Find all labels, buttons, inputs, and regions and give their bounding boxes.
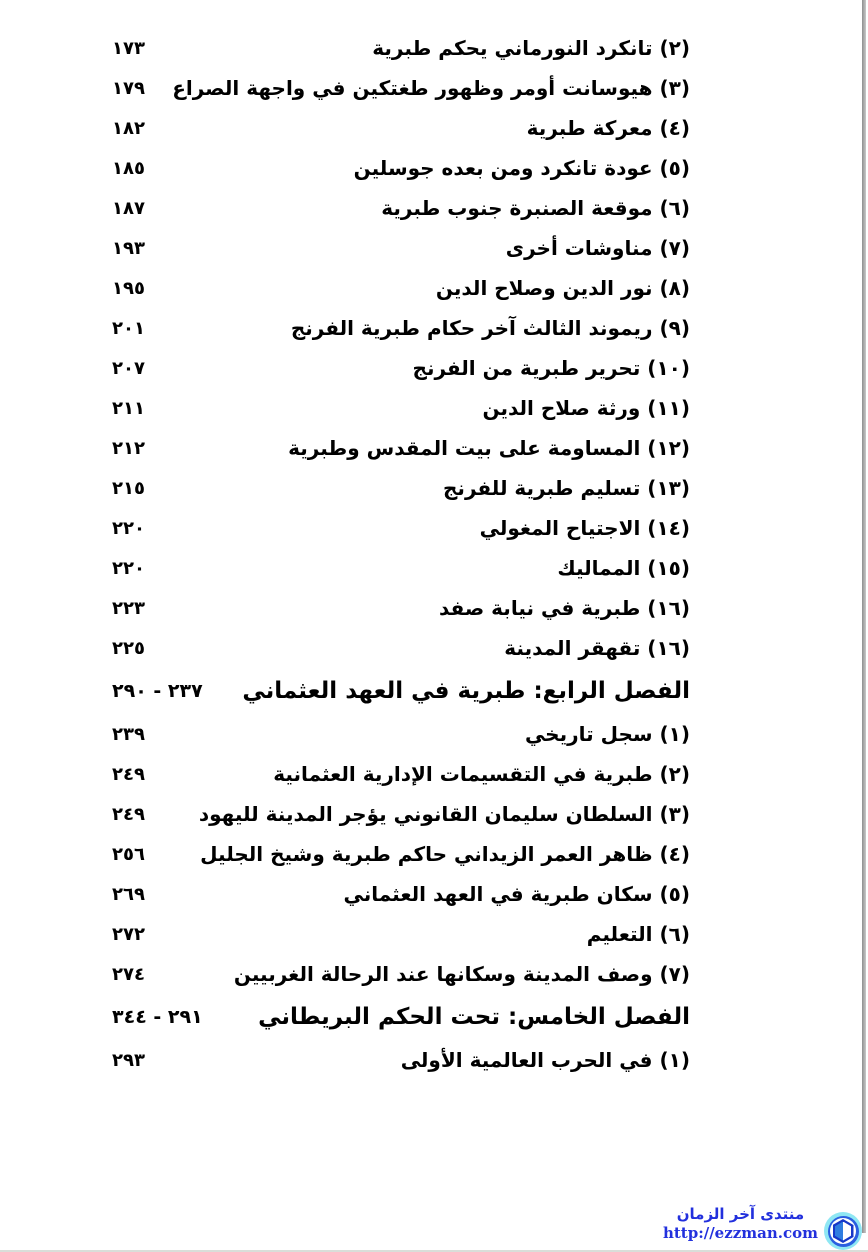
toc-entry-page-number: ٢٢٠ <box>112 517 145 539</box>
forum-logo-icon <box>824 1212 862 1250</box>
toc-entry-page-number: ١٧٩ <box>112 77 145 99</box>
toc-row <box>112 1040 690 1080</box>
toc-entry-title: (٤) ظاهر العمر الزيداني حاكم طبرية وشيخ الجليل <box>200 842 690 866</box>
toc-entry-page-number: ٢٣٧ - ٢٩٠ <box>112 680 203 702</box>
toc-entry-page-number: ٢٢٠ <box>112 557 145 579</box>
toc-entry-title: (١٦) طبرية في نيابة صفد <box>438 596 690 620</box>
logo-white-ring <box>830 1218 856 1244</box>
toc-entry-page-number: ٢٠١ <box>112 317 145 339</box>
toc-entry-title: (٣) السلطان سليمان القانوني يؤجر المدينة لليهود <box>198 802 690 826</box>
toc-entry-title: (٣) هيوسانت أومر وظهور طغتكين في واجهة الصراع <box>172 76 690 100</box>
toc-entry-page-number: ٢١٥ <box>112 477 145 499</box>
toc-entry-page-number: ١٨٥ <box>112 157 145 179</box>
toc-entry-page-number: ١٩٥ <box>112 277 145 299</box>
toc-entry-title: (٢) طبرية في التقسيمات الإدارية العثمانية <box>273 762 690 786</box>
toc-entry-title: (٧) وصف المدينة وسكانها عند الرحالة الغربيين <box>233 962 690 986</box>
scan-edge-line <box>862 0 866 1233</box>
toc-entry-title: (١٠) تحرير طبرية من الفرنج <box>412 356 690 380</box>
logo-hexagon-icon <box>833 1219 854 1243</box>
toc-entry-page-number: ٢٩٣ <box>112 1049 145 1071</box>
toc-entry-title: (١٣) تسليم طبرية للفرنج <box>443 476 690 500</box>
toc-entry-page-number: ٢١٢ <box>112 437 145 459</box>
toc-row <box>112 188 690 228</box>
toc-entry-title: (٦) التعليم <box>586 922 690 946</box>
toc-entry-page-number: ٢٥٦ <box>112 843 145 865</box>
toc-entry-title: (١) سجل تاريخي <box>524 722 690 746</box>
toc-entry-title: (٥) سكان طبرية في العهد العثماني <box>343 882 690 906</box>
toc-row <box>112 268 690 308</box>
toc-entry-page-number: ٢٣٩ <box>112 723 145 745</box>
toc-entry-page-number: ٢٧٢ <box>112 923 145 945</box>
toc-row <box>112 468 690 508</box>
forum-name: منتدى آخر الزمان <box>676 1205 805 1223</box>
toc-entry-title: (١٥) المماليك <box>557 556 690 580</box>
logo-hexagon-fill <box>835 1222 851 1241</box>
toc-row <box>112 148 690 188</box>
toc-row <box>112 228 690 268</box>
toc-row <box>112 628 690 668</box>
toc-entry-title: (١) في الحرب العالمية الأولى <box>400 1048 690 1072</box>
logo-inner-ring <box>828 1216 859 1247</box>
toc-entry-title: (٦) موقعة الصنبرة جنوب طبرية <box>381 196 690 220</box>
toc-row <box>112 308 690 348</box>
watermark <box>663 1205 818 1242</box>
toc-row <box>112 954 690 994</box>
toc-row <box>112 508 690 548</box>
toc-row <box>112 914 690 954</box>
toc-row <box>112 388 690 428</box>
toc-entry-title: (٧) مناوشات أخرى <box>505 236 690 260</box>
toc-entry-title: (١٢) المساومة على بيت المقدس وطبرية <box>288 436 690 460</box>
toc-entry-page-number: ٢٧٤ <box>112 963 145 985</box>
toc-entry-page-number: ٢٠٧ <box>112 357 145 379</box>
toc-entry-title: (١٤) الاجتياح المغولي <box>479 516 690 540</box>
toc-row <box>112 794 690 834</box>
toc-row <box>112 28 690 68</box>
table-of-contents <box>112 28 690 1080</box>
toc-row <box>112 714 690 754</box>
toc-row <box>112 588 690 628</box>
toc-entry-page-number: ٢٤٩ <box>112 803 145 825</box>
toc-entry-title: الفصل الخامس: تحت الحكم البريطاني <box>258 1004 690 1030</box>
toc-entry-page-number: ٢٦٩ <box>112 883 145 905</box>
toc-entry-title: (٢) تانكرد النورماني يحكم طبرية <box>372 36 690 60</box>
toc-entry-page-number: ٢٢٥ <box>112 637 145 659</box>
toc-row <box>112 108 690 148</box>
toc-entry-page-number: ٢٤٩ <box>112 763 145 785</box>
toc-row <box>112 428 690 468</box>
toc-row <box>112 348 690 388</box>
toc-row <box>112 994 690 1040</box>
toc-entry-title: (٤) معركة طبرية <box>526 116 690 140</box>
toc-entry-page-number: ١٨٧ <box>112 197 145 219</box>
toc-entry-page-number: ١٨٢ <box>112 117 145 139</box>
toc-entry-title: (٨) نور الدين وصلاح الدين <box>435 276 690 300</box>
toc-entry-title: (٥) عودة تانكرد ومن بعده جوسلين <box>353 156 690 180</box>
forum-url: http://ezzman.com <box>662 1224 818 1242</box>
toc-row <box>112 668 690 714</box>
toc-entry-page-number: ٢٩١ - ٣٤٤ <box>112 1006 203 1028</box>
toc-entry-title: الفصل الرابع: طبرية في العهد العثماني <box>242 678 690 704</box>
toc-row <box>112 548 690 588</box>
toc-row <box>112 874 690 914</box>
toc-entry-page-number: ٢١١ <box>112 397 145 419</box>
toc-row <box>112 834 690 874</box>
toc-entry-page-number: ١٧٣ <box>112 37 145 59</box>
toc-row <box>112 68 690 108</box>
toc-entry-page-number: ١٩٣ <box>112 237 145 259</box>
toc-entry-page-number: ٢٢٣ <box>112 597 145 619</box>
toc-entry-title: (١٦) تقهقر المدينة <box>504 636 690 660</box>
toc-entry-title: (١١) ورثة صلاح الدين <box>482 396 690 420</box>
toc-row <box>112 754 690 794</box>
toc-entry-title: (٩) ريموند الثالث آخر حكام طبرية الفرنج <box>290 316 690 340</box>
